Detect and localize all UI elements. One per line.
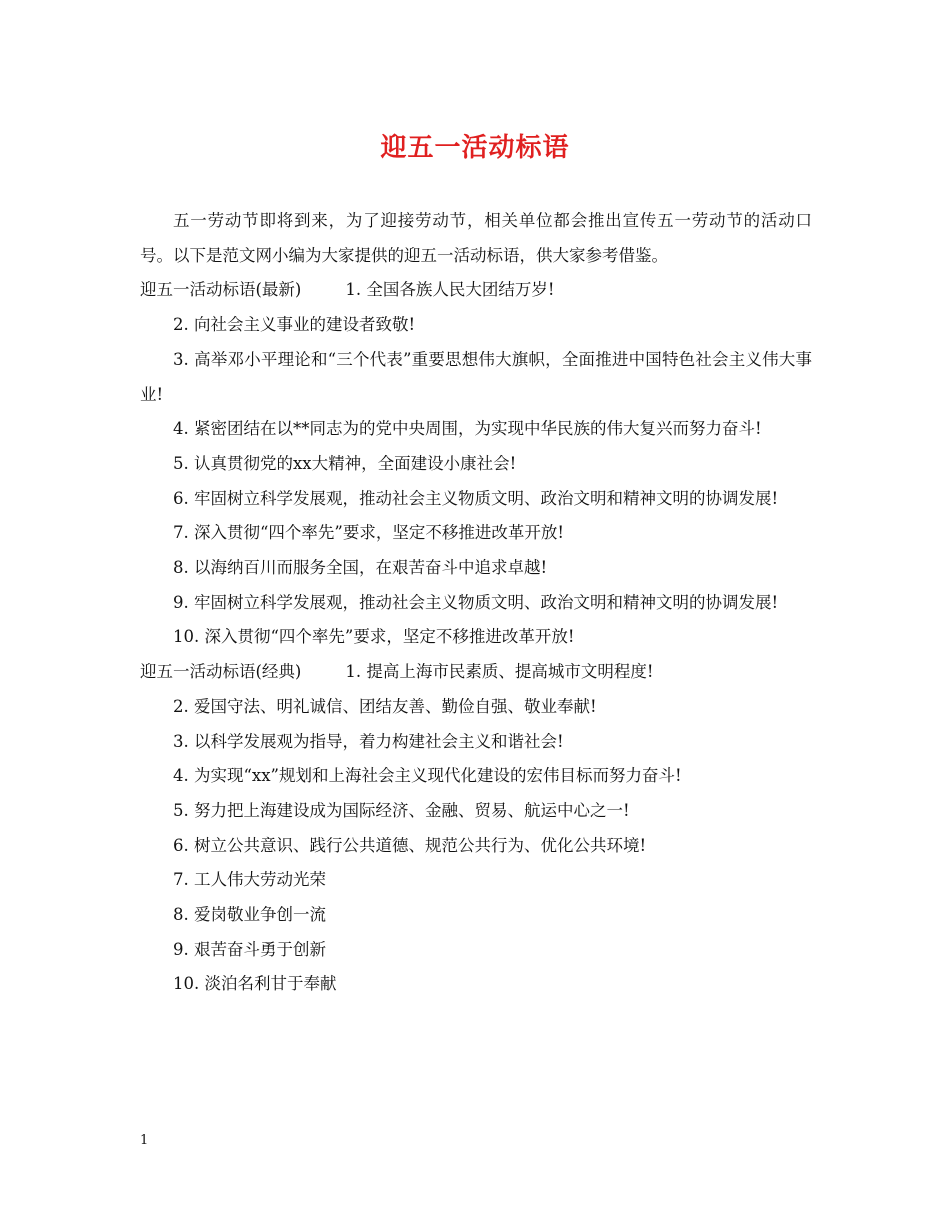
list-item: 9. 牢固树立科学发展观，推动社会主义物质文明、政治文明和精神文明的协调发展! bbox=[173, 592, 779, 612]
list-item: 10. 深入贯彻“四个率先”要求，坚定不移推进改革开放! bbox=[173, 627, 575, 647]
list-item: 6. 牢固树立科学发展观，推动社会主义物质文明、政治文明和精神文明的协调发展! bbox=[173, 488, 779, 508]
list-item: 8. 爱岗敬业争创一流 bbox=[173, 905, 326, 925]
list-item: 10. 淡泊名利甘于奉献 bbox=[173, 974, 337, 994]
list-item: 3. 以科学发展观为指导，着力构建社会主义和谐社会! bbox=[173, 731, 564, 751]
page-number: 1 bbox=[140, 1133, 149, 1148]
intro-paragraph: 五一劳动节即将到来，为了迎接劳动节，相关单位都会推出宣传五一劳动节的活动口号。以下是范文网小编为大家提供的迎五一活动标语，供大家参考借鉴。 bbox=[140, 211, 812, 265]
section-heading-text: 迎五一活动标语(最新) bbox=[140, 280, 302, 300]
list-item: 4. 紧密团结在以**同志为的党中央周围，为实现中华民族的伟大复兴而努力奋斗! bbox=[173, 419, 762, 439]
section-heading-text: 迎五一活动标语(经典) bbox=[140, 662, 302, 682]
list-item: 7. 工人伟大劳动光荣 bbox=[173, 870, 326, 890]
list-item: 9. 艰苦奋斗勇于创新 bbox=[173, 939, 326, 959]
list-item: 8. 以海纳百川而服务全国，在艰苦奋斗中追求卓越! bbox=[173, 558, 548, 578]
list-item: 4. 为实现“xx”规划和上海社会主义现代化建设的宏伟目标而努力奋斗! bbox=[173, 766, 682, 786]
document-body bbox=[140, 204, 812, 1002]
list-item: 3. 高举邓小平理论和“三个代表”重要思想伟大旗帜，全面推进中国特色社会主义伟大事业! bbox=[140, 349, 812, 404]
list-item: 5. 认真贯彻党的xx大精神，全面建设小康社会! bbox=[173, 453, 517, 473]
section-heading-classic bbox=[140, 655, 812, 690]
list-item: 6. 树立公共意识、践行公共道德、规范公共行为、优化公共环境! bbox=[173, 835, 647, 855]
list-item: 1. 提高上海市民素质、提高城市文明程度! bbox=[345, 662, 654, 682]
list-item: 2. 向社会主义事业的建设者致敬! bbox=[173, 315, 416, 335]
section-heading-latest bbox=[140, 273, 812, 308]
list-item: 2. 爱国守法、明礼诚信、团结友善、勤俭自强、敬业奉献! bbox=[173, 696, 597, 716]
list-item: 7. 深入贯彻“四个率先”要求，坚定不移推进改革开放! bbox=[173, 523, 564, 543]
list-item: 1. 全国各族人民大团结万岁! bbox=[345, 280, 555, 300]
list-item: 5. 努力把上海建设成为国际经济、金融、贸易、航运中心之一! bbox=[173, 800, 630, 820]
document-title: 迎五一活动标语 bbox=[380, 133, 570, 163]
